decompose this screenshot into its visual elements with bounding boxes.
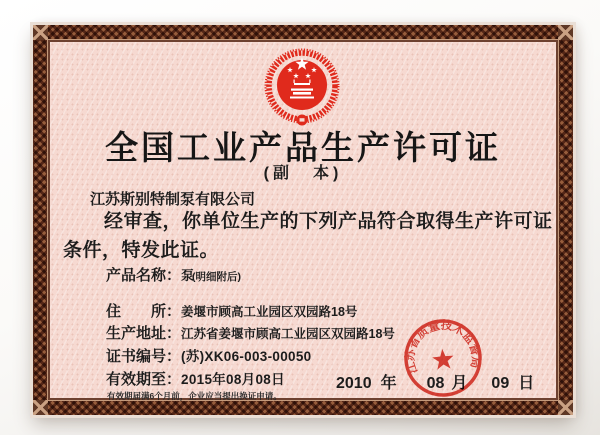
issue-day: 09 — [491, 375, 510, 392]
issue-year: 2010 — [336, 375, 372, 392]
renewal-note: 有效期届满6个月前，企业应当提出换证申请。 — [107, 391, 282, 401]
field-row-product-name — [106, 264, 241, 285]
border-corner-ornament — [33, 400, 48, 415]
border-corner-ornament — [33, 25, 48, 40]
seal-star-icon — [432, 348, 455, 370]
field-row-valid-until — [106, 368, 285, 389]
issue-year-label: 年 — [380, 375, 397, 392]
field-label-residence: 住 所： — [106, 303, 182, 320]
seal-text: 江苏省质量技术监督局 — [404, 319, 482, 376]
national-emblem-icon — [262, 47, 342, 127]
field-value-residence: 姜堰市顾高工业园区双园路18号 — [181, 305, 358, 319]
body-text-line-2: 条件，特发此证。 — [63, 240, 220, 261]
field-value-product-note: (明细附后) — [192, 271, 242, 283]
body-text-line-1: 经审查，你单位生产的下列产品符合取得生产许可证 — [104, 211, 553, 232]
field-label-valid-until: 有效期至： — [106, 371, 182, 388]
field-row-production-address — [106, 322, 395, 343]
field-label-production-address: 生产地址： — [106, 325, 182, 342]
field-value-certificate-number: (苏)XK06-003-00050 — [181, 349, 312, 364]
field-value-production-address: 江苏省姜堰市顾高工业园区双园路18号 — [181, 327, 395, 341]
field-value-valid-until: 2015年08月08日 — [181, 372, 285, 387]
border-corner-ornament — [558, 400, 573, 415]
certificate — [33, 25, 573, 415]
issue-month-label: 月 — [451, 375, 468, 392]
issue-month: 08 — [426, 375, 445, 392]
svg-text:江苏省质量技术监督局 — [399, 314, 484, 377]
company-name: 江苏斯别特制泵有限公司 — [90, 191, 256, 208]
field-row-certificate-number — [106, 345, 311, 366]
field-label-product-name: 产品名称： — [106, 267, 182, 284]
certificate-subtitle: (副 本) — [263, 165, 343, 182]
field-label-certificate-number: 证书编号： — [106, 348, 182, 365]
official-seal-stamp — [382, 297, 503, 418]
field-value-product-name: 泵 — [181, 268, 195, 283]
issue-day-label: 日 — [518, 375, 535, 392]
certificate-title: 全国工业产品生产许可证 — [105, 129, 501, 166]
border-corner-ornament — [558, 25, 573, 40]
certificate-inner — [48, 40, 558, 400]
field-row-residence — [106, 300, 357, 321]
